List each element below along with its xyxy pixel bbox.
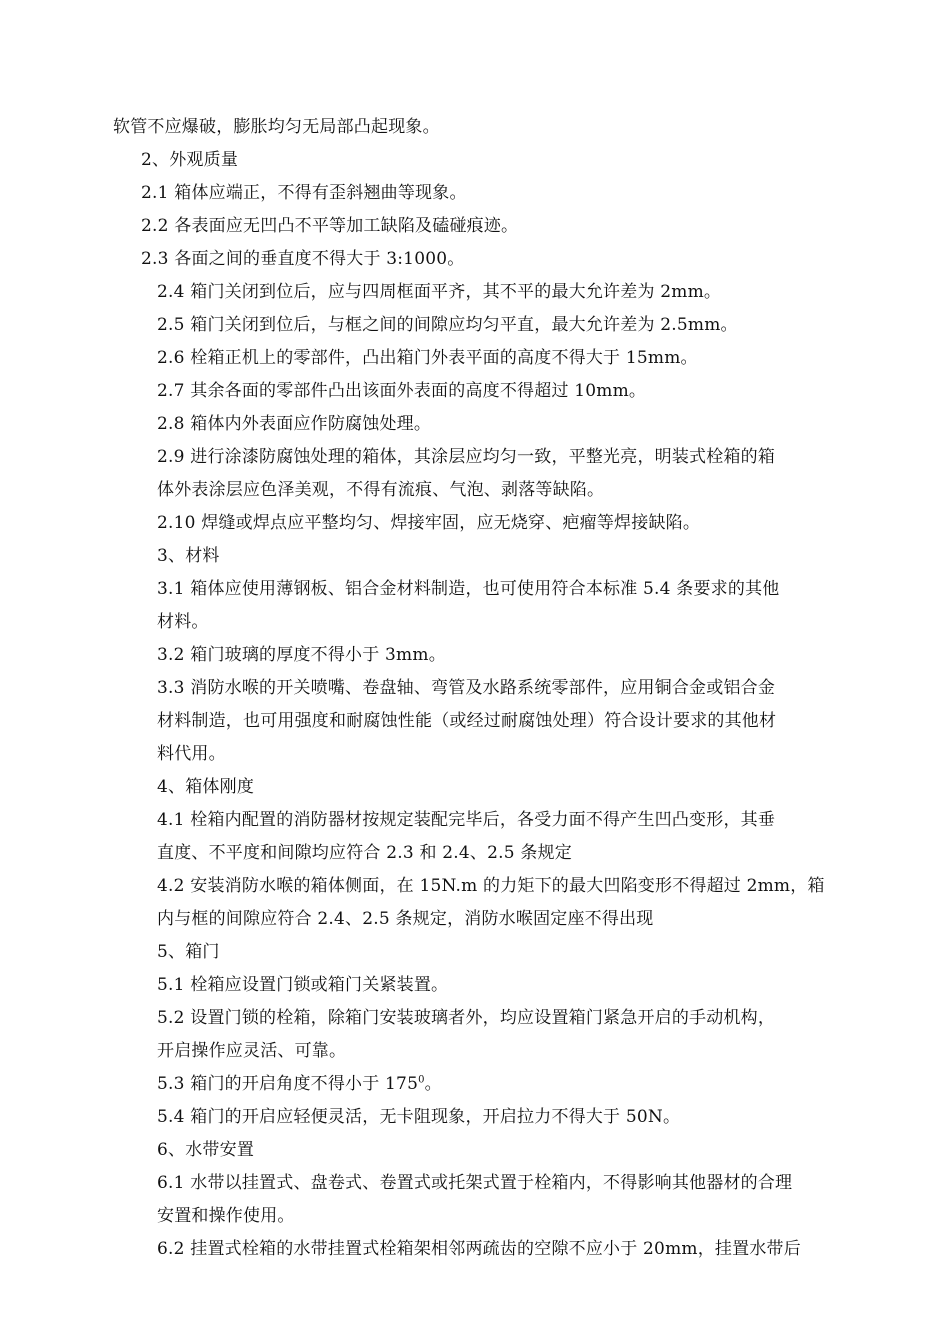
text-line: 2.4 箱门关闭到位后，应与四周框面平齐，其不平的最大允许差为 2mm。 (157, 282, 722, 302)
section-heading: 2、外观质量 (141, 150, 239, 170)
opening-angle-text: 5.3 箱门的开启角度不得小于 175 (157, 1074, 419, 1094)
text-line: 6.2 挂置式栓箱的水带挂置式栓箱架相邻两疏齿的空隙不应小于 20mm，挂置水带后 (157, 1239, 801, 1259)
text-line: 直度、不平度和间隙均应符合 2.3 和 2.4、2.5 条规定 (157, 843, 572, 863)
text-line: 3.1 箱体应使用薄钢板、铝合金材料制造，也可使用符合本标准 5.4 条要求的其他 (157, 579, 780, 599)
text-line: 软管不应爆破，膨胀均匀无局部凸起现象。 (113, 117, 440, 137)
degree-superscript: 0 (418, 1074, 425, 1086)
text-line: 2.9 进行涂漆防腐蚀处理的箱体，其涂层应均匀一致，平整光亮，明装式栓箱的箱 (157, 447, 776, 467)
text-line: 2.6 栓箱正机上的零部件，凸出箱门外表平面的高度不得大于 15mm。 (157, 348, 698, 368)
text-line: 2.10 焊缝或焊点应平整均匀、焊接牢固，应无烧穿、疤瘤等焊接缺陷。 (157, 513, 701, 533)
text-line: 5.2 设置门锁的栓箱，除箱门安装玻璃者外，均应设置箱门紧急开启的手动机构， (157, 1008, 776, 1028)
text-line: 2.5 箱门关闭到位后，与框之间的间隙应均匀平直，最大允许差为 2.5mm。 (157, 315, 738, 335)
text-line: 3.3 消防水喉的开关喷嘴、卷盘轴、弯管及水路系统零部件，应用铜合金或铝合金 (157, 678, 776, 698)
text-line: 3.2 箱门玻璃的厚度不得小于 3mm。 (157, 645, 446, 665)
text-line: 4.1 栓箱内配置的消防器材按规定装配完毕后，各受力面不得产生凹凸变形，其垂 (157, 810, 776, 830)
text-line: 材料。 (157, 612, 209, 632)
text-line: 材料制造，也可用强度和耐腐蚀性能（或经过耐腐蚀处理）符合设计要求的其他材 (157, 711, 777, 731)
text-line: 2.2 各表面应无凹凸不平等加工缺陷及磕碰痕迹。 (141, 216, 519, 236)
text-line: 2.7 其余各面的零部件凸出该面外表面的高度不得超过 10mm。 (157, 381, 647, 401)
section-heading: 6、水带安置 (157, 1140, 255, 1160)
text-line: 2.3 各面之间的垂直度不得大于 3:1000。 (141, 249, 465, 269)
text-line: 体外表涂层应色泽美观，不得有流痕、气泡、剥落等缺陷。 (157, 480, 605, 500)
section-heading: 4、箱体刚度 (157, 777, 255, 797)
text-line: 6.1 水带以挂置式、盘卷式、卷置式或托架式置于栓箱内，不得影响其他器材的合理 (157, 1173, 793, 1193)
text-line: 安置和操作使用。 (157, 1206, 295, 1226)
text-line: 5.1 栓箱应设置门锁或箱门关紧装置。 (157, 975, 449, 995)
text-line: 2.8 箱体内外表面应作防腐蚀处理。 (157, 414, 432, 434)
text-line: 料代用。 (157, 744, 226, 764)
text-line (157, 1073, 442, 1095)
text-line: 2.1 箱体应端正，不得有歪斜翘曲等现象。 (141, 183, 467, 203)
section-heading: 3、材料 (157, 546, 220, 566)
text-line: 5.4 箱门的开启应轻便灵活，无卡阻现象，开启拉力不得大于 50N。 (157, 1107, 681, 1127)
text-period: 。 (424, 1074, 442, 1094)
text-line: 4.2 安装消防水喉的箱体侧面，在 15N.m 的力矩下的最大凹陷变形不得超过 2mm，箱 (157, 876, 825, 896)
section-heading: 5、箱门 (157, 942, 220, 962)
text-line: 开启操作应灵活、可靠。 (157, 1041, 347, 1061)
text-line-partially-cut: 内与框的间隙应符合 2.4、2.5 条规定，消防水喉固定座不得出现 (157, 909, 654, 929)
